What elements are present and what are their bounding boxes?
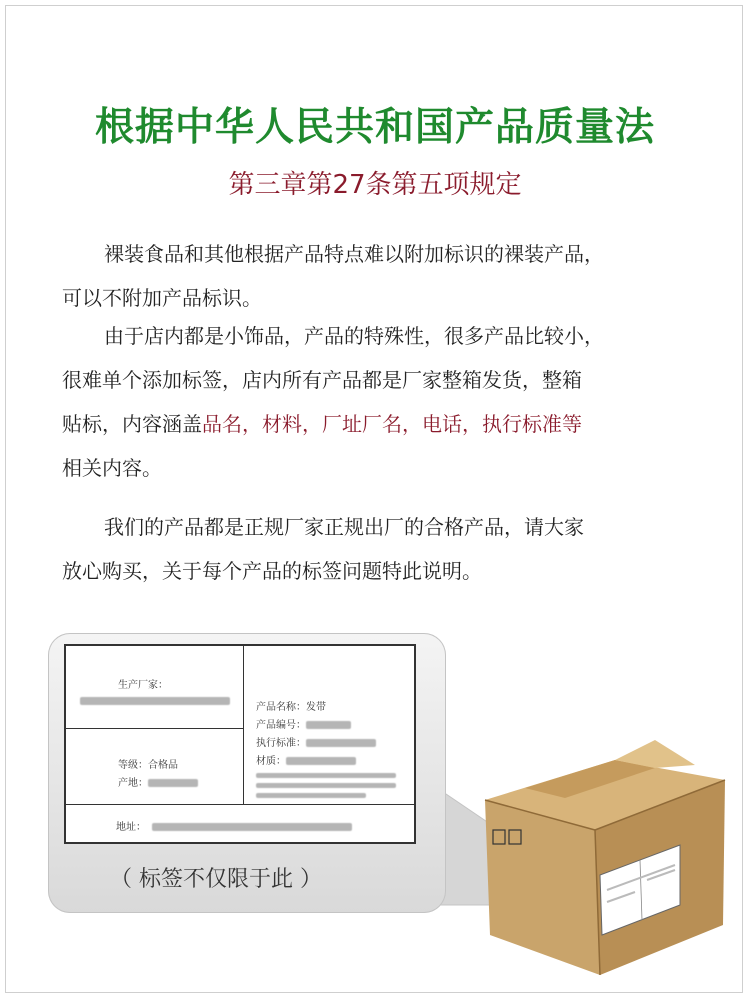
paragraph-line: 我们的产品都是正规厂家正规出厂的合格产品，请大家 xyxy=(104,515,584,539)
highlighted-text: 品名，材料，厂址厂名，电话，执行标准等 xyxy=(202,412,582,436)
product-label-sample xyxy=(64,644,416,844)
origin-label: 产地： xyxy=(118,774,198,789)
grade-label: 等级：合格品 xyxy=(118,760,178,771)
paragraph-line: 很难单个添加标签，店内所有产品都是厂家整箱发货，整箱 xyxy=(62,368,582,392)
address-field: 地址： xyxy=(116,818,352,833)
product-no-field: 产品编号： xyxy=(256,716,351,731)
label-left-column xyxy=(66,646,244,804)
cardboard-box-image xyxy=(465,720,735,980)
blurred-text xyxy=(256,790,366,801)
paragraph-line: 由于店内都是小饰品，产品的特殊性，很多产品比较小， xyxy=(104,324,604,348)
paragraph-line: 裸装食品和其他根据产品特点难以附加标识的裸装产品， xyxy=(104,242,604,266)
page-title: 根据中华人民共和国产品质量法 xyxy=(94,105,655,150)
paragraph-text: 贴标，内容涵盖 xyxy=(62,412,202,436)
manufacturer-label: 生产厂家： xyxy=(118,680,168,691)
paragraph-line: 可以不附加产品标识。 xyxy=(62,286,262,310)
paragraph-line: 相关内容。 xyxy=(62,456,162,480)
caption-note: （ 标签不仅限于此 ） xyxy=(110,867,322,892)
label-address-row xyxy=(66,804,414,845)
paragraph-line: 放心购买，关于每个产品的标签问题特此说明。 xyxy=(62,559,482,583)
product-name-field: 产品名称：发带 xyxy=(256,702,326,713)
material-field: 材质： xyxy=(256,752,356,767)
page-subtitle: 第三章第27条第五项规定 xyxy=(228,170,522,200)
standard-field: 执行标准： xyxy=(256,734,376,749)
